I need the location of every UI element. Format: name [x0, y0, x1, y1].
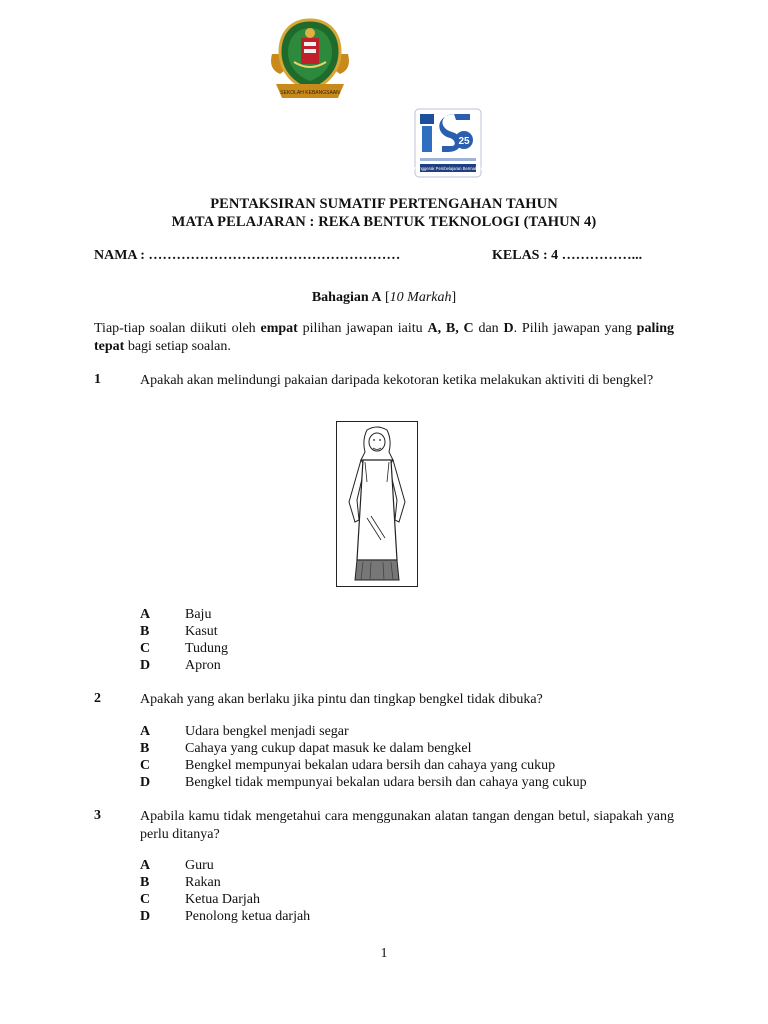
option-letter: B [140, 875, 150, 890]
option-text: Tudung [185, 641, 229, 656]
ts-caption: Penggerak Pembelajaran Bermakna [414, 166, 482, 171]
marks-open: [ [381, 290, 390, 305]
question-number: 3 [94, 808, 101, 823]
option-text: Kasut [185, 624, 218, 639]
option-text: Bengkel tidak mempunyai bekalan udara bersih dan cahaya yang cukup [185, 775, 587, 790]
question-text: Apakah yang akan berlaku jika pintu dan tingkap bengkel tidak dibuka? [140, 692, 543, 707]
girl-wearing-apron-image [337, 422, 417, 586]
option-text: Ketua Darjah [185, 892, 261, 907]
subject-title: MATA PELAJARAN : REKA BENTUK TEKNOLOGI (TAHUN 4) [171, 214, 597, 230]
question-number: 2 [94, 691, 101, 706]
option-letter: B [140, 624, 150, 639]
instructions-text: . Pilih jawapan yang [513, 321, 637, 336]
exam-title: PENTAKSIRAN SUMATIF PERTENGAHAN TAHUN [210, 196, 558, 212]
option-letter: A [140, 858, 151, 873]
option-text: Apron [185, 658, 221, 673]
option-text: Udara bengkel menjadi segar [185, 724, 349, 739]
instructions-emphasis: D [503, 321, 514, 336]
class-field-label: KELAS : 4 ……………... [492, 248, 643, 263]
crest-banner-text: SEKOLAH KEBANGSAAN [280, 90, 340, 96]
question-text: Apakah akan melindungi pakaian daripada kekotoran ketika melakukan aktiviti di bengkel? [140, 373, 654, 388]
option-letter: B [140, 741, 150, 756]
instructions-text: Tiap-tiap soalan diikuti oleh [94, 321, 261, 336]
question-text: Apabila kamu tidak mengetahui cara menggunakan alatan tangan dengan betul, siapakah yang perlu ditanya? [140, 809, 674, 842]
option-letter: C [140, 758, 151, 773]
instructions-text: dan [473, 321, 504, 336]
apron-illustration [336, 421, 418, 587]
option-letter: A [140, 724, 151, 739]
instructions-text: bagi setiap soalan. [124, 339, 231, 354]
ts-badge-number: 25 [458, 136, 470, 147]
option-letter: C [140, 892, 151, 907]
option-text: Rakan [185, 875, 221, 890]
name-field-label: NAMA : ……………………………………………… [94, 248, 401, 263]
option-letter: C [140, 641, 151, 656]
ts25-logo [414, 108, 482, 178]
question-number: 1 [94, 372, 101, 387]
instructions-emphasis: paling tepat [94, 321, 675, 354]
section-marks: 10 Markah [389, 290, 452, 305]
option-letter: D [140, 775, 151, 790]
option-text: Bengkel mempunyai bekalan udara bersih dan cahaya yang cukup [185, 758, 556, 773]
school-crest-logo [266, 14, 354, 106]
instructions-emphasis: A, B, C [427, 321, 474, 336]
marks-close: ] [451, 290, 457, 305]
page-number: 1 [380, 946, 388, 961]
instructions-emphasis: empat [260, 321, 298, 336]
option-text: Guru [185, 858, 214, 873]
option-letter: D [140, 658, 151, 673]
option-letter: D [140, 909, 151, 924]
instructions [94, 320, 674, 356]
option-letter: A [140, 607, 151, 622]
section-heading [0, 290, 768, 306]
option-text: Penolong ketua darjah [185, 909, 311, 924]
section-title: Bahagian A [311, 290, 382, 305]
instructions-text: pilihan jawapan iaitu [297, 321, 428, 336]
option-text: Baju [185, 607, 212, 622]
option-text: Cahaya yang cukup dapat masuk ke dalam bengkel [185, 741, 472, 756]
